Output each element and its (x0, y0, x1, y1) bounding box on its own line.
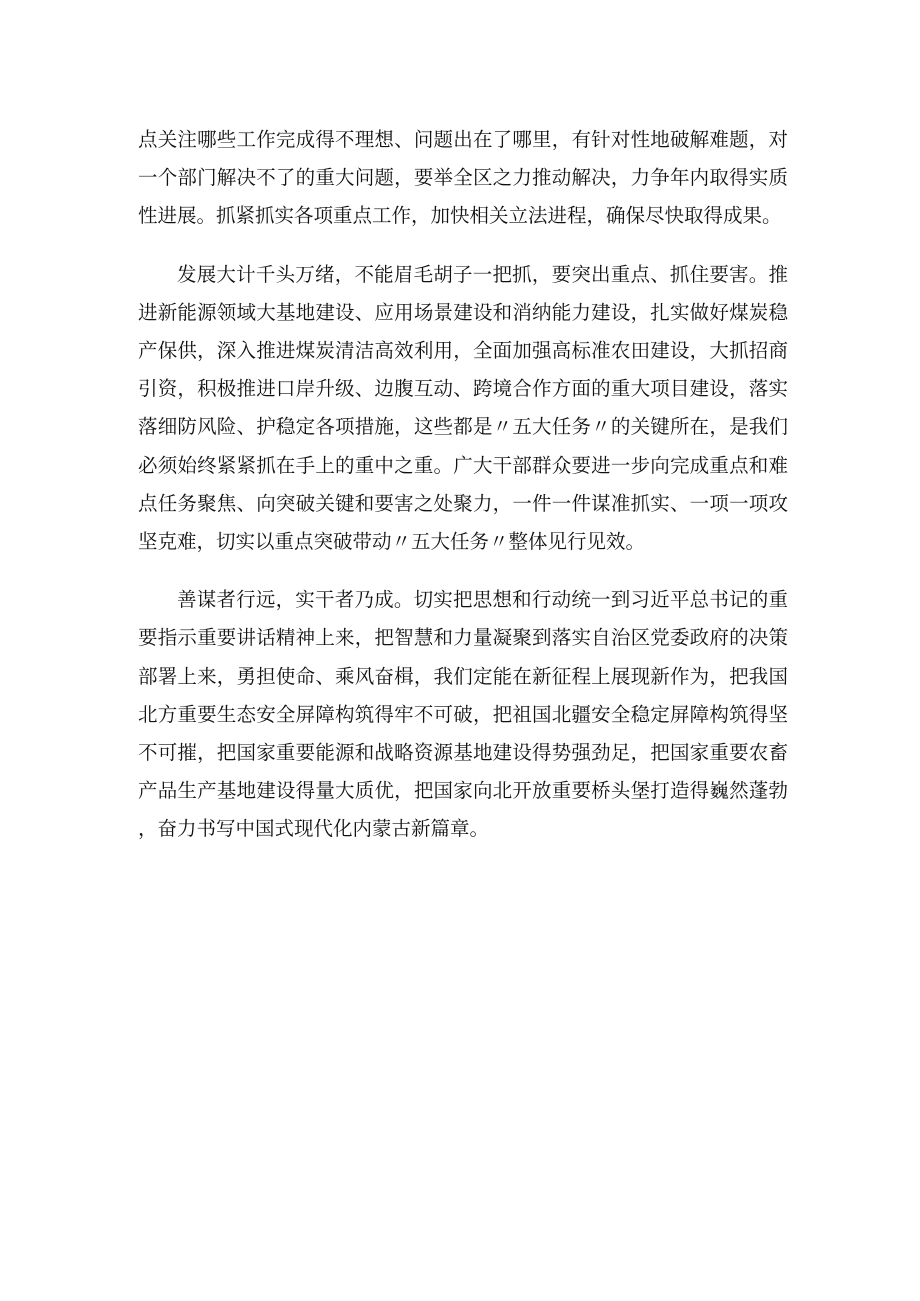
paragraph-continued: 点关注哪些工作完成得不理想、问题出在了哪里，有针对性地破解难题，对一个部门解决不了的重大问题，要举全区之力推动解决，力争年内取得实质性进展。抓紧抓实各项重点工作，加快相关立法进程，确保尽快取得成果。 (138, 128, 788, 228)
document-body (138, 121, 788, 869)
paragraph-key-tasks: 发展大计千头万绪，不能眉毛胡子一把抓，要突出重点、抓住要害。推进新能源领域大基地建设、应用场景建设和消纳能力建设，扎实做好煤炭稳产保供，深入推进煤炭清洁高效利用，全面加强高标准农田建设，大抓招商引资，积极推进口岸升级、边腹互动、跨境合作方面的重大项目建设，落实落细防风险、护稳定各项措施，这些都是〃五大任务〃的关键所在，是我们必须始终紧紧抓在手上的重中之重。广大干部群众要进一步向完成重点和难点任务聚焦、向突破关键和要害之处聚力，一件一件谋准抓实、一项一项攻坚克难，切实以重点突破带动〃五大任务〃整体见行见效。 (138, 262, 788, 554)
paragraph-conclusion: 善谋者行远，实干者乃成。切实把思想和行动统一到习近平总书记的重要指示重要讲话精神上来，把智慧和力量凝聚到落实自治区党委政府的决策部署上来，勇担使命、乘风奋楫，我们定能在新征程上展现新作为，把我国北方重要生态安全屏障构筑得牢不可破，把祖国北疆安全稳定屏障构筑得坚不可摧，把国家重要能源和战略资源基地建设得势强劲足，把国家重要农畜产品生产基地建设得量大质优，把国家向北开放重要桥头堡打造得巍然蓬勃，奋力书写中国式现代化内蒙古新篇章。 (138, 588, 788, 841)
